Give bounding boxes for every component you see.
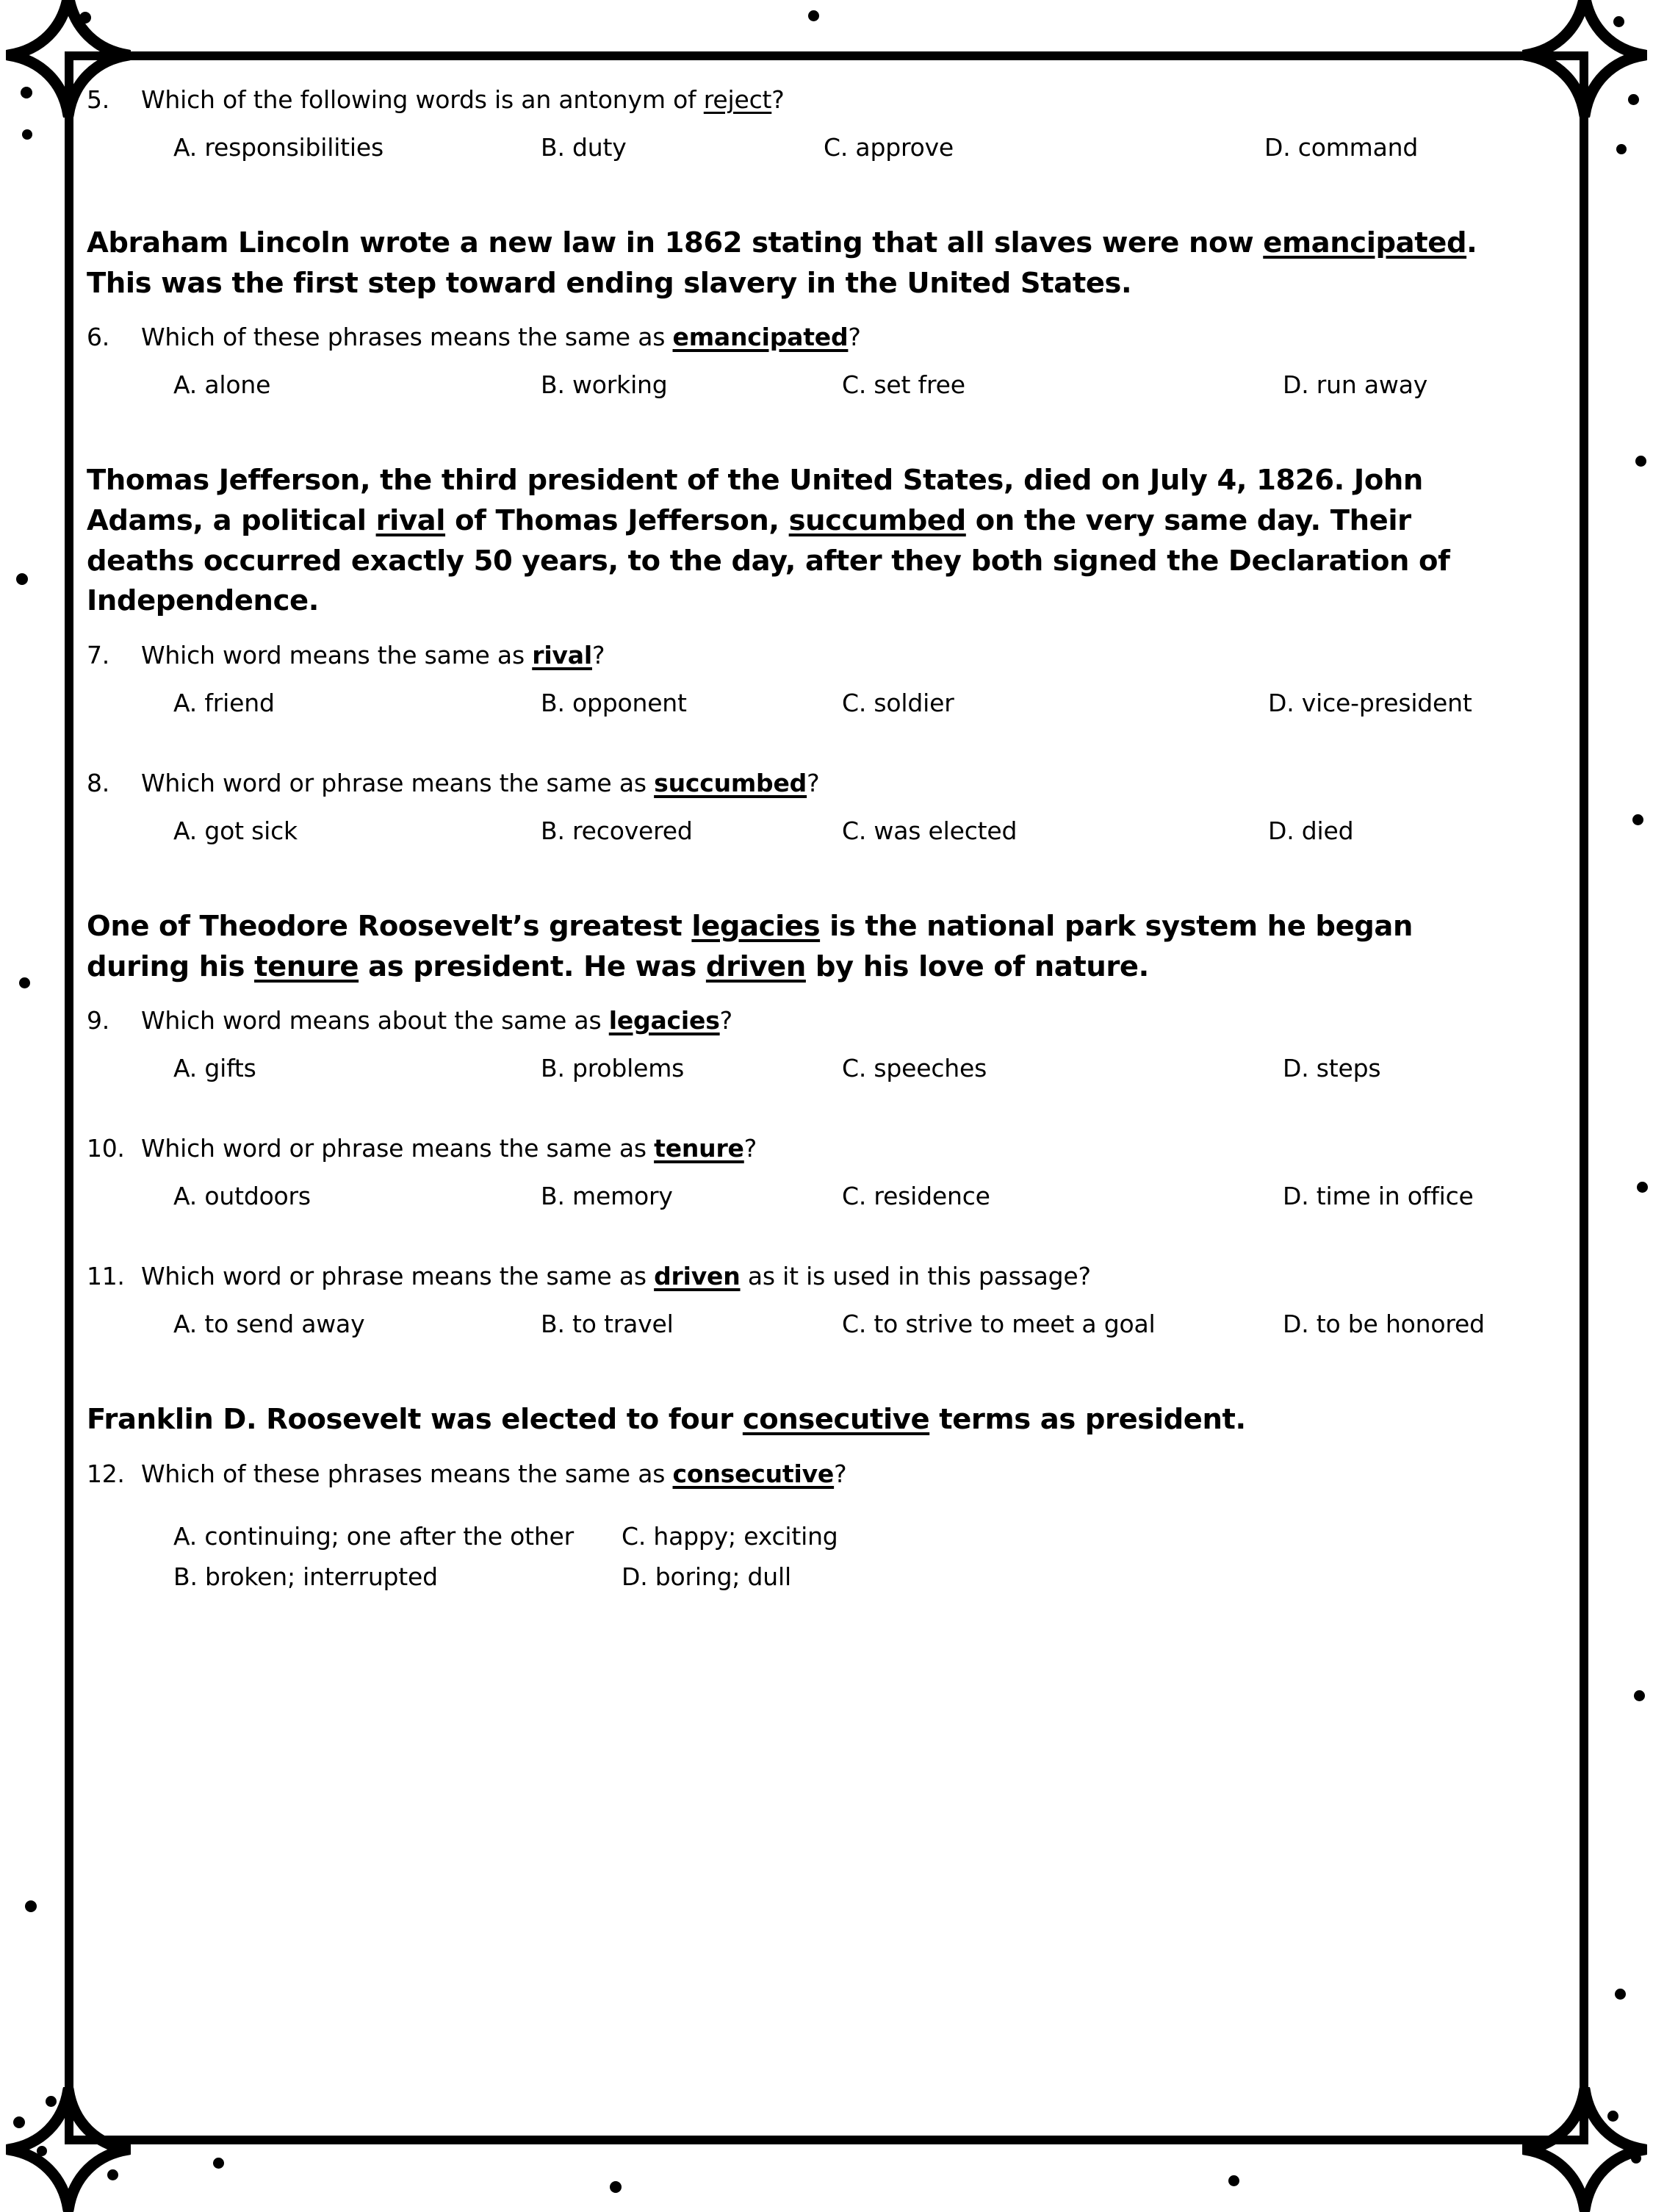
options-row-6 bbox=[173, 370, 1537, 399]
passage-text: by his love of nature. bbox=[805, 949, 1149, 983]
dot-icon bbox=[79, 12, 91, 24]
option-b[interactable]: B. recovered bbox=[541, 816, 693, 845]
question-text-after: ? bbox=[719, 1006, 732, 1035]
dot-icon bbox=[213, 2158, 224, 2169]
passage-lincoln bbox=[87, 223, 1537, 304]
option-c[interactable]: C. happy; exciting bbox=[622, 1521, 838, 1551]
option-b[interactable]: B. memory bbox=[541, 1182, 673, 1211]
question-text bbox=[141, 1459, 846, 1488]
vocabulary-word: succumbed bbox=[654, 768, 807, 797]
worksheet-content bbox=[79, 71, 1574, 2131]
passage-theodore-roosevelt bbox=[87, 907, 1537, 987]
options-row-5 bbox=[173, 133, 1537, 162]
passage-text: of Thomas Jefferson, bbox=[445, 503, 789, 537]
dot-icon bbox=[37, 2146, 47, 2156]
question-11 bbox=[87, 1262, 1537, 1290]
dot-icon bbox=[1607, 2111, 1618, 2122]
question-text-before: Which word means the same as bbox=[141, 640, 533, 669]
passage-line: deaths occurred exactly 50 years, to the day, after they both signed the Declaration of bbox=[87, 544, 1450, 578]
vocabulary-word: legacies bbox=[608, 1006, 720, 1035]
passage-text: is the national park system he began bbox=[820, 909, 1413, 943]
question-text bbox=[141, 1006, 732, 1035]
passage-line bbox=[87, 907, 1537, 947]
dot-icon bbox=[1637, 1182, 1648, 1193]
vocabulary-word: succumbed bbox=[788, 503, 966, 537]
dot-icon bbox=[1228, 2175, 1239, 2186]
option-c[interactable]: C. speeches bbox=[842, 1054, 987, 1083]
option-d[interactable]: D. run away bbox=[1283, 370, 1428, 400]
vocabulary-word: legacies bbox=[691, 909, 821, 943]
dot-icon bbox=[1615, 1989, 1626, 2000]
option-c[interactable]: C. to strive to meet a goal bbox=[842, 1310, 1156, 1339]
options-row-10 bbox=[173, 1182, 1537, 1210]
dot-icon bbox=[46, 2096, 57, 2107]
dot-icon bbox=[25, 1900, 37, 1912]
question-text-before: Which word or phrase means the same as bbox=[141, 1262, 655, 1291]
dot-icon bbox=[1628, 94, 1639, 105]
option-b[interactable]: B. working bbox=[541, 370, 668, 400]
vocabulary-word: reject bbox=[703, 85, 772, 114]
option-d[interactable]: D. command bbox=[1264, 133, 1419, 162]
passage-line bbox=[87, 947, 1537, 988]
question-text-after: ? bbox=[743, 1134, 757, 1163]
question-12 bbox=[87, 1459, 1537, 1488]
question-9 bbox=[87, 1006, 1537, 1035]
question-text-before: Which of these phrases means the same as bbox=[141, 1459, 673, 1488]
question-text-before: Which word means about the same as bbox=[141, 1006, 609, 1035]
option-b[interactable]: B. opponent bbox=[541, 688, 687, 717]
question-text-after: ? bbox=[834, 1459, 847, 1488]
option-a[interactable]: A. to send away bbox=[173, 1310, 365, 1339]
option-a[interactable]: A. alone bbox=[173, 370, 271, 400]
vocabulary-word: emancipated bbox=[672, 323, 849, 352]
option-c[interactable]: C. set free bbox=[842, 370, 965, 400]
question-number: 11. bbox=[87, 1262, 125, 1291]
option-a[interactable]: A. outdoors bbox=[173, 1182, 311, 1211]
options-row-9 bbox=[173, 1054, 1537, 1082]
passage-text: during his bbox=[87, 949, 255, 983]
options-grid-12 bbox=[173, 1522, 1537, 1591]
dot-icon bbox=[1613, 16, 1624, 27]
option-d[interactable]: D. boring; dull bbox=[622, 1562, 791, 1591]
vocabulary-word: consecutive bbox=[672, 1459, 835, 1488]
passage-line bbox=[87, 223, 1537, 264]
option-d[interactable]: D. time in office bbox=[1283, 1182, 1474, 1211]
passage-franklin-roosevelt bbox=[87, 1400, 1537, 1440]
option-b[interactable]: B. broken; interrupted bbox=[173, 1562, 438, 1591]
question-6 bbox=[87, 323, 1537, 351]
question-10 bbox=[87, 1134, 1537, 1163]
question-text-after: ? bbox=[807, 768, 820, 797]
question-text-before: Which word or phrase means the same as bbox=[141, 768, 655, 797]
question-text bbox=[141, 323, 861, 351]
question-text-before: Which of the following words is an antonym of bbox=[141, 85, 704, 114]
dot-icon bbox=[16, 573, 28, 585]
vocabulary-word: consecutive bbox=[742, 1403, 930, 1437]
dot-icon bbox=[1632, 814, 1643, 825]
passage-line bbox=[87, 501, 1537, 542]
vocabulary-word: rival bbox=[532, 640, 592, 669]
question-text-after: ? bbox=[591, 640, 605, 669]
passage-text: . bbox=[1466, 226, 1477, 259]
options-row-8 bbox=[173, 816, 1537, 845]
passage-text: terms as president. bbox=[929, 1403, 1246, 1437]
question-text bbox=[141, 641, 605, 669]
question-number: 8. bbox=[87, 768, 109, 797]
vocabulary-word: tenure bbox=[654, 1134, 744, 1163]
question-text bbox=[141, 85, 785, 114]
options-row-11 bbox=[173, 1310, 1537, 1338]
dot-icon bbox=[107, 2169, 118, 2180]
question-number: 10. bbox=[87, 1134, 125, 1163]
question-text-after: ? bbox=[848, 323, 861, 352]
question-number: 9. bbox=[87, 1006, 109, 1035]
passage-text: Adams, a political bbox=[87, 503, 376, 537]
option-c[interactable]: C. was elected bbox=[842, 816, 1018, 845]
passage-line: Thomas Jefferson, the third president of the United States, died on July 4, 1826. John bbox=[87, 464, 1423, 498]
question-text bbox=[141, 1262, 1091, 1290]
option-c[interactable]: C. residence bbox=[842, 1182, 990, 1211]
dot-icon bbox=[1634, 1690, 1645, 1701]
question-text bbox=[141, 769, 819, 797]
dot-icon bbox=[21, 87, 32, 98]
vocabulary-word: rival bbox=[375, 503, 446, 537]
question-number: 12. bbox=[87, 1459, 125, 1488]
passage-text: on the very same day. Their bbox=[965, 503, 1411, 537]
option-a[interactable]: A. responsibilities bbox=[173, 133, 383, 162]
dot-icon bbox=[610, 2181, 622, 2193]
passage-line bbox=[87, 1400, 1537, 1440]
option-b[interactable]: B. to travel bbox=[541, 1310, 674, 1339]
option-d[interactable]: D. vice-president bbox=[1268, 688, 1472, 717]
question-text bbox=[141, 1134, 757, 1163]
option-d[interactable]: D. to be honored bbox=[1283, 1310, 1485, 1339]
vocabulary-word: emancipated bbox=[1263, 226, 1467, 259]
vocabulary-word: driven bbox=[705, 949, 806, 983]
option-a[interactable]: A. continuing; one after the other bbox=[173, 1521, 575, 1551]
passage-text: Abraham Lincoln wrote a new law in 1862 stating that all slaves were now bbox=[87, 226, 1264, 259]
passage-jefferson bbox=[87, 461, 1537, 622]
options-row bbox=[173, 1562, 1537, 1591]
question-8 bbox=[87, 769, 1537, 797]
dot-icon bbox=[1616, 144, 1627, 154]
vocabulary-word: tenure bbox=[254, 949, 359, 983]
question-text-before: Which of these phrases means the same as bbox=[141, 323, 673, 352]
options-row bbox=[173, 1522, 1537, 1551]
option-c[interactable]: C. soldier bbox=[842, 688, 954, 717]
question-text-after: as it is used in this passage? bbox=[740, 1262, 1091, 1291]
option-d[interactable]: D. died bbox=[1268, 816, 1354, 845]
question-number: 5. bbox=[87, 85, 109, 114]
dot-icon bbox=[13, 2116, 25, 2128]
option-b[interactable]: B. problems bbox=[541, 1054, 685, 1083]
options-row-7 bbox=[173, 689, 1537, 717]
passage-text: as president. He was bbox=[359, 949, 706, 983]
option-a[interactable]: A. gifts bbox=[173, 1054, 256, 1083]
dot-icon bbox=[1631, 2153, 1641, 2163]
question-5 bbox=[87, 85, 1537, 114]
passage-line: Independence. bbox=[87, 584, 319, 618]
dot-icon bbox=[22, 129, 32, 140]
passage-line: This was the first step toward ending slavery in the United States. bbox=[87, 266, 1132, 300]
option-a[interactable]: A. friend bbox=[173, 688, 275, 717]
passage-text: One of Theodore Roosevelt’s greatest bbox=[87, 909, 692, 943]
dot-icon bbox=[1635, 456, 1646, 467]
question-number: 7. bbox=[87, 640, 109, 669]
question-text-before: Which word or phrase means the same as bbox=[141, 1134, 655, 1163]
question-number: 6. bbox=[87, 323, 109, 352]
option-a[interactable]: A. got sick bbox=[173, 816, 298, 845]
dot-icon bbox=[19, 977, 30, 988]
question-text-after: ? bbox=[771, 85, 785, 114]
passage-text: Franklin D. Roosevelt was elected to four bbox=[87, 1403, 743, 1437]
option-c[interactable]: C. approve bbox=[824, 133, 954, 162]
dot-icon bbox=[808, 10, 819, 21]
option-d[interactable]: D. steps bbox=[1283, 1054, 1381, 1083]
vocabulary-word: driven bbox=[654, 1262, 741, 1291]
question-7 bbox=[87, 641, 1537, 669]
option-b[interactable]: B. duty bbox=[541, 133, 627, 162]
